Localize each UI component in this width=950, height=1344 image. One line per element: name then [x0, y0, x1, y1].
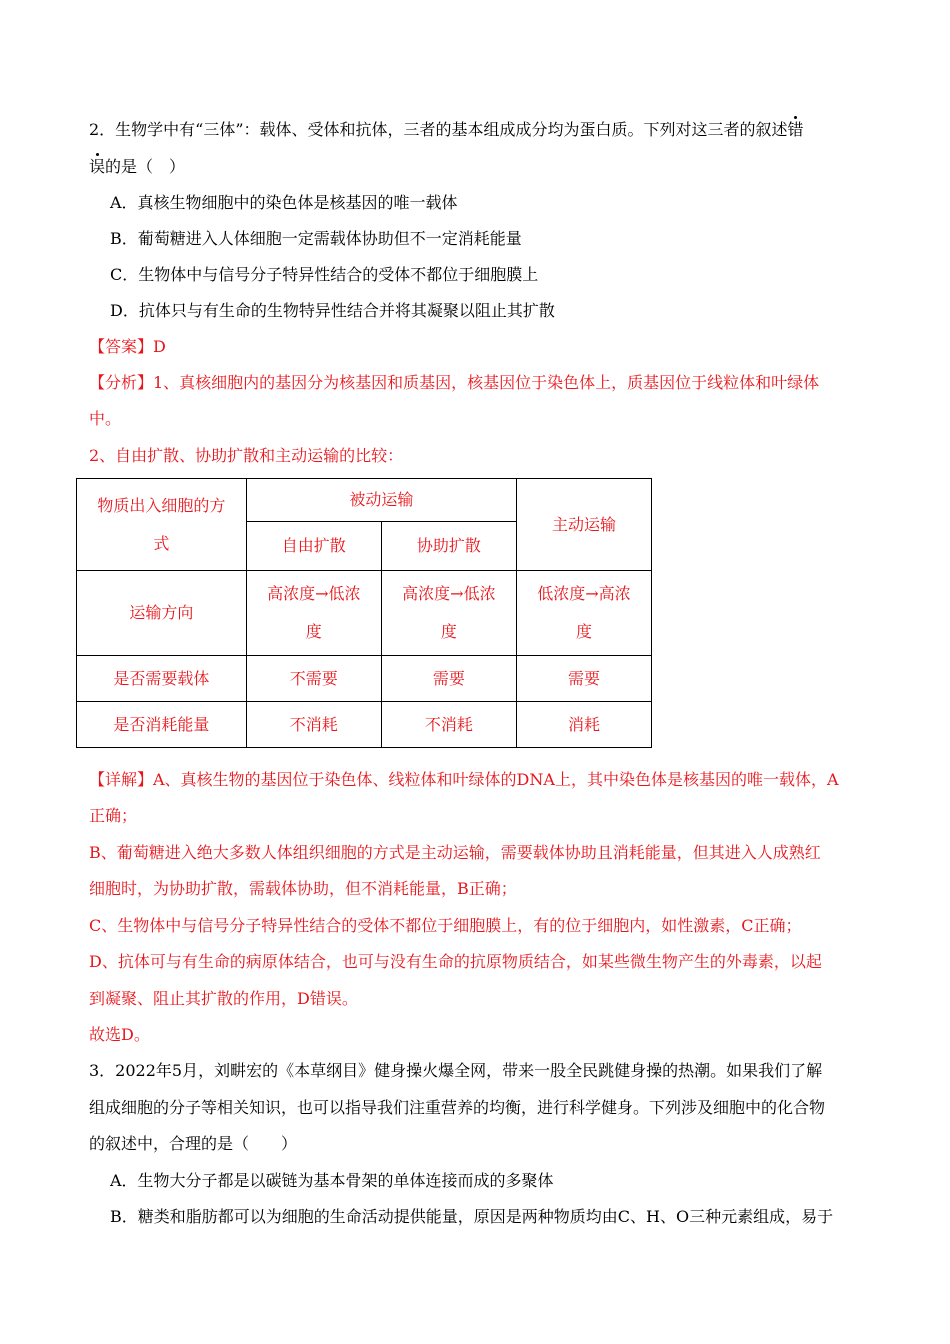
detail-line-2: 正确； — [89, 806, 138, 825]
table-cell: 消耗 — [516, 702, 651, 748]
table-cell: 不消耗 — [381, 702, 516, 748]
question-2-option-c: C．生物体中与信号分子特异性结合的受体不都位于细胞膜上 — [110, 265, 539, 284]
detail-line-7: 到凝聚、阻止其扩散的作用，D错误。 — [89, 989, 358, 1008]
table-header-cell: 被动运输 — [246, 479, 516, 522]
table-cell: 需要 — [381, 656, 516, 702]
detail-line-4: 细胞时，为协助扩散，需载体协助，但不消耗能量，B正确； — [89, 879, 517, 898]
analysis-line-3: 2、自由扩散、协助扩散和主动运输的比较： — [89, 446, 404, 465]
question-3-stem-line-3: 的叙述中，合理的是（ ） — [89, 1134, 298, 1153]
table-cell: 高浓度→低浓 度 — [246, 571, 381, 656]
question-2-option-b: B．葡萄糖进入人体细胞一定需载体协助但不一定消耗能量 — [110, 229, 522, 248]
table-row — [77, 571, 652, 656]
analysis-line-1: 【分析】1、真核细胞内的基因分为核基因和质基因，核基因位于染色体上，质基因位于线粒体和叶绿体 — [89, 373, 820, 392]
table-header-cell: 主动运输 — [516, 479, 651, 571]
question-2-stem-line-1: 2．生物学中有“三体”：载体、受体和抗体，三者的基本组成成分均为蛋白质。下列对这三者的叙述错 — [89, 120, 804, 139]
table-row — [77, 702, 652, 748]
transport-comparison-table — [76, 478, 652, 748]
table-cell: 需要 — [516, 656, 651, 702]
detail-line-8: 故选D。 — [89, 1025, 150, 1044]
table-row — [77, 479, 652, 522]
table-cell: 高浓度→低浓 度 — [381, 571, 516, 656]
table-row — [77, 656, 652, 702]
table-cell: 运输方向 — [77, 571, 247, 656]
question-2-stem-line-2: 误的是（ ） — [89, 157, 186, 176]
answer-label: 【答案】D — [89, 337, 166, 356]
question-3-option-a: A．生物大分子都是以碳链为基本骨架的单体连接而成的多聚体 — [110, 1171, 554, 1190]
detail-line-3: B、葡萄糖进入绝大多数人体组织细胞的方式是主动运输，需要载体协助且消耗能量，但其进入人成熟红 — [89, 843, 821, 862]
table-header-cell: 物质出入细胞的方 式 — [77, 479, 247, 571]
table-cell: 低浓度→高浓 度 — [516, 571, 651, 656]
question-2-option-a: A．真核生物细胞中的染色体是核基因的唯一载体 — [110, 193, 458, 212]
question-3-stem-line-1: 3．2022年5月，刘畊宏的《本草纲目》健身操火爆全网，带来一股全民跳健身操的热潮。如果我们了解 — [89, 1061, 823, 1080]
detail-line-1: 【详解】A、真核生物的基因位于染色体、线粒体和叶绿体的DNA上，其中染色体是核基因的唯一载体，A — [89, 770, 839, 789]
table-cell: 是否消耗能量 — [77, 702, 247, 748]
question-3-stem-line-2: 组成细胞的分子等相关知识，也可以指导我们注重营养的均衡，进行科学健身。下列涉及细胞中的化合物 — [89, 1098, 826, 1117]
analysis-line-2: 中。 — [89, 409, 122, 428]
table-header-cell: 协助扩散 — [381, 522, 516, 571]
table-cell: 是否需要载体 — [77, 656, 247, 702]
detail-line-6: D、抗体可与有生命的病原体结合，也可与没有生命的抗原物质结合，如某些微生物产生的外毒素，以起 — [89, 952, 822, 971]
question-3-option-b: B．糖类和脂肪都可以为细胞的生命活动提供能量，原因是两种物质均由C、H、O三种元素组成，易于 — [110, 1207, 834, 1226]
emphasis-char: 误 — [89, 157, 106, 176]
table-cell: 不消耗 — [246, 702, 381, 748]
table-cell: 不需要 — [246, 656, 381, 702]
emphasis-char: 错 — [787, 120, 804, 139]
table-header-cell: 自由扩散 — [246, 522, 381, 571]
detail-line-5: C、生物体中与信号分子特异性结合的受体不都位于细胞膜上，有的位于细胞内，如性激素，C正确； — [89, 916, 802, 935]
question-2-option-d: D．抗体只与有生命的生物特异性结合并将其凝聚以阻止其扩散 — [110, 301, 555, 320]
